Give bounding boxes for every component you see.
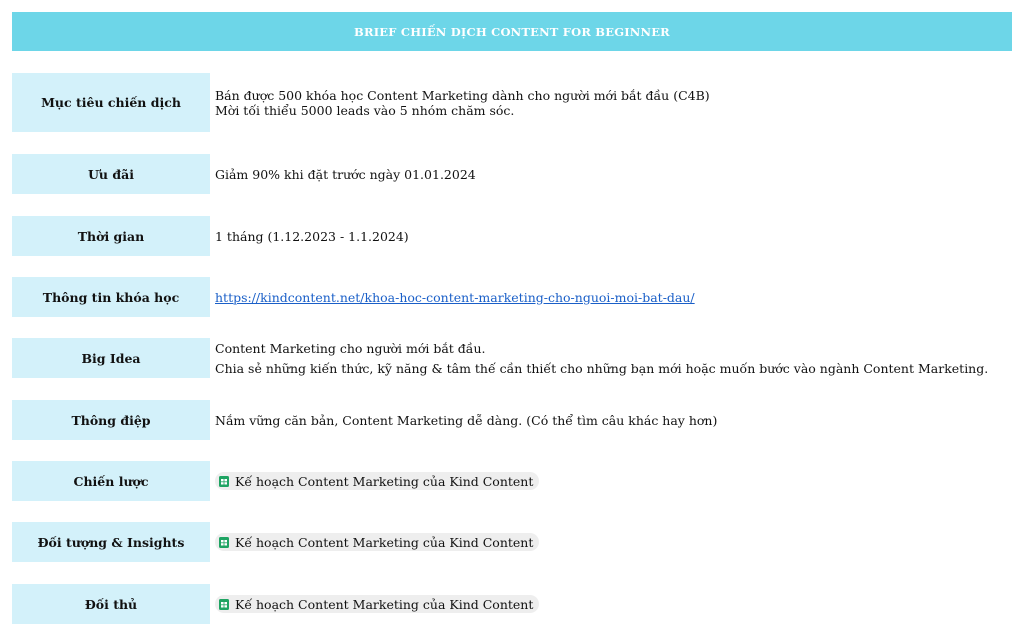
google-sheets-icon <box>219 537 229 548</box>
chip-text: Kế hoạch Content Marketing của Kind Content <box>235 534 534 550</box>
google-sheets-icon <box>219 476 229 487</box>
row-campaign-goal <box>12 73 1012 132</box>
row-message <box>12 400 1012 440</box>
label-audience-insights: Đối tượng & Insights <box>12 522 210 562</box>
value-line: Chia sẻ những kiến thức, kỹ năng & tâm thế cần thiết cho những bạn mới hoặc muốn bước vào ngành Content Marketing. <box>215 360 989 376</box>
value-line: Bán được 500 khóa học Content Marketing dành cho người mới bắt đầu (C4B) <box>215 87 710 103</box>
google-sheets-icon <box>219 599 229 610</box>
value-line: Mời tối thiểu 5000 leads vào 5 nhóm chăm sóc. <box>215 102 515 118</box>
row-audience-insights <box>12 522 1012 562</box>
label-competitors: Đối thủ <box>12 584 210 624</box>
row-offer <box>12 154 1012 194</box>
row-big-idea <box>12 338 1012 378</box>
value-line: Nắm vững căn bản, Content Marketing dễ dàng. (Có thể tìm câu khác hay hơn) <box>215 412 718 428</box>
label-message: Thông điệp <box>12 400 210 440</box>
label-strategy: Chiến lược <box>12 461 210 501</box>
value-line: 1 tháng (1.12.2023 - 1.1.2024) <box>215 228 409 244</box>
sheet-link-chip[interactable] <box>215 472 539 490</box>
value-course-info <box>210 277 695 317</box>
value-campaign-goal <box>210 73 710 132</box>
value-strategy <box>210 461 539 501</box>
chip-text: Kế hoạch Content Marketing của Kind Content <box>235 596 534 612</box>
brief-title: BRIEF CHIẾN DỊCH CONTENT FOR BEGINNER <box>354 24 670 39</box>
row-time <box>12 216 1012 256</box>
course-link[interactable]: https://kindcontent.net/khoa-hoc-content-marketing-cho-nguoi-moi-bat-dau/ <box>215 289 695 305</box>
value-line: Content Marketing cho người mới bắt đầu. <box>215 340 486 356</box>
row-strategy <box>12 461 1012 501</box>
brief-header <box>12 12 1012 51</box>
value-time <box>210 216 409 256</box>
chip-text: Kế hoạch Content Marketing của Kind Content <box>235 473 534 489</box>
value-competitors <box>210 584 539 624</box>
label-offer: Ưu đãi <box>12 154 210 194</box>
value-big-idea <box>210 338 988 378</box>
value-message <box>210 400 717 440</box>
row-course-info <box>12 277 1012 317</box>
label-big-idea: Big Idea <box>12 338 210 378</box>
label-time: Thời gian <box>12 216 210 256</box>
sheet-link-chip[interactable] <box>215 595 539 613</box>
value-offer <box>210 154 476 194</box>
row-competitors <box>12 584 1012 624</box>
value-audience-insights <box>210 522 539 562</box>
sheet-link-chip[interactable] <box>215 533 539 551</box>
value-line: Giảm 90% khi đặt trước ngày 01.01.2024 <box>215 166 476 182</box>
label-course-info: Thông tin khóa học <box>12 277 210 317</box>
label-campaign-goal: Mục tiêu chiến dịch <box>12 73 210 132</box>
